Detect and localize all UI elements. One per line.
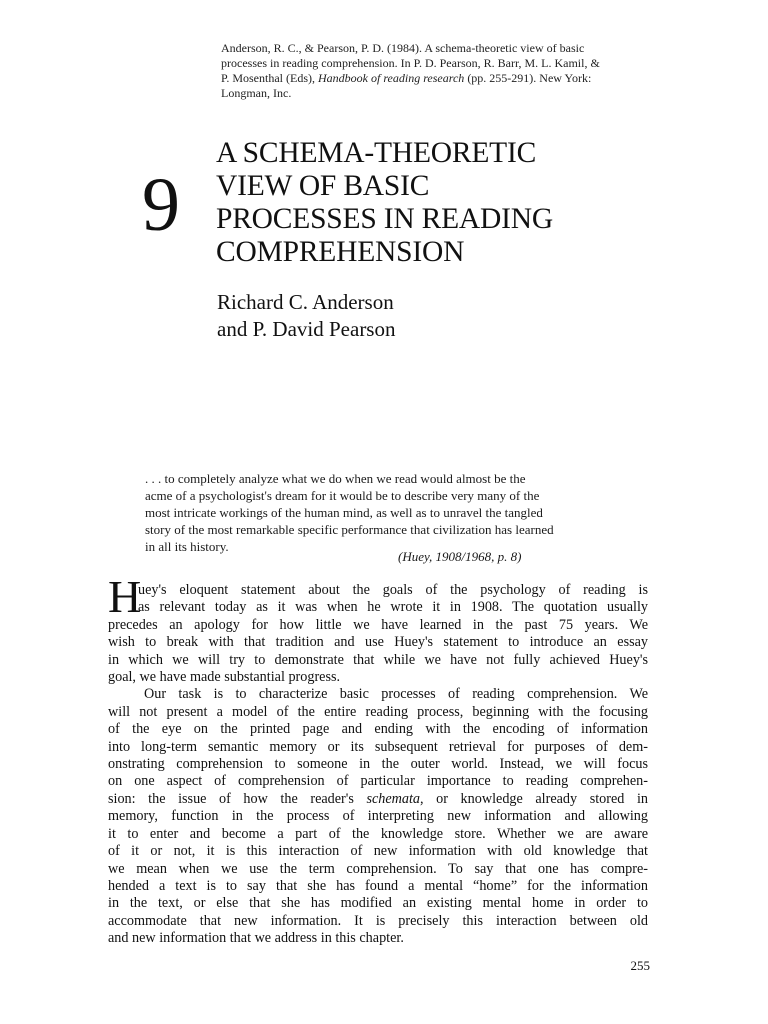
citation — [221, 41, 661, 101]
citation-line — [221, 71, 661, 86]
body-line: Our task is to characterize basic processes of reading comprehension. We — [144, 686, 648, 703]
body-line: precedes an apology for how little we have learned in the past 75 years. We — [108, 616, 648, 633]
body-line: will not present a model of the entire reading process, beginning with the focusing — [108, 703, 648, 720]
body-line: it to enter and become a part of the knowledge store. Whether we are aware — [108, 825, 648, 842]
chapter-title-line: VIEW OF BASIC — [216, 170, 430, 202]
page-number: 255 — [630, 958, 650, 973]
citation-pages: (pp. 255-291). New York: — [464, 71, 592, 85]
body-line: on one aspect of comprehension of particular importance to reading comprehen- — [108, 773, 648, 790]
citation-book-title: Handbook of reading research — [318, 71, 465, 85]
body-line: of it or not, it is this interaction of new information with old knowledge that — [108, 843, 648, 860]
author-line: Richard C. Anderson — [217, 290, 394, 314]
epigraph-quote — [145, 470, 645, 555]
body-line: uey's eloquent statement about the goals of the psychology of reading is — [138, 582, 648, 598]
body-line: memory, function in the process of interpreting new information and allowing — [108, 808, 648, 825]
chapter-title-line: COMPREHENSION — [216, 236, 465, 268]
epigraph-line: . . . to completely analyze what we do when we read would almost be the — [145, 471, 526, 486]
drop-cap: H — [108, 571, 142, 622]
epigraph-line: most intricate workings of the human mind, as well as to unravel the tangled — [145, 505, 543, 520]
epigraph-line: in all its history. — [145, 539, 229, 554]
body-line — [108, 791, 648, 808]
epigraph-source: (Huey, 1908/1968, p. 8) — [398, 549, 522, 564]
chapter-title — [216, 137, 656, 269]
body-line: in which we will try to demonstrate that while we have not fully achieved Huey's — [108, 651, 648, 668]
emphasized-term: schemata — [366, 790, 421, 807]
body-line: and new information that we address in this chapter. — [108, 930, 404, 947]
chapter-title-line: A SCHEMA-THEORETIC — [216, 137, 537, 169]
body-line: accommodate that new information. It is precisely this interaction between old — [108, 912, 648, 929]
chapter-authors — [217, 289, 395, 343]
chapter-title-line: PROCESSES IN READING — [216, 203, 553, 235]
body-text — [108, 582, 648, 948]
body-line: onstrating comprehension to someone in the outer world. Instead, we will focus — [108, 756, 648, 773]
citation-line: Anderson, R. C., & Pearson, P. D. (1984). A schema-theoretic view of basic — [221, 41, 585, 55]
citation-line: Longman, Inc. — [221, 86, 292, 100]
body-line: goal, we have made substantial progress. — [108, 669, 341, 686]
body-line: into long-term semantic memory or its subsequent retrieval for purposes of dem- — [108, 738, 648, 755]
body-line: in the text, or else that she has modified an existing mental home in order to — [108, 895, 648, 912]
body-text-fragment: , or knowledge already stored in — [420, 790, 648, 807]
body-line: wish to break with that tradition and use Huey's statement to introduce an essay — [108, 634, 648, 651]
author-line: and P. David Pearson — [217, 317, 396, 341]
epigraph-line: story of the most remarkable specific performance that civilization has learned — [145, 522, 554, 537]
body-line: as relevant today as it was when he wrote it in 1908. The quotation usually — [138, 599, 648, 616]
citation-line: processes in reading comprehension. In P. D. Pearson, R. Barr, M. L. Kamil, & — [221, 56, 600, 70]
epigraph-line: acme of a psychologist's dream for it would be to describe very many of the — [145, 488, 540, 503]
citation-editors: P. Mosenthal (Eds), — [221, 71, 318, 85]
chapter-number: 9 — [142, 163, 180, 247]
body-line: we mean when we use the term comprehension. To say that one has compre- — [108, 860, 648, 877]
body-text-fragment: sion: the issue of how the reader's — [108, 790, 367, 807]
body-line: hended a text is to say that she has found a mental “home” for the information — [108, 877, 648, 894]
body-line: of the eye on the printed page and ending with the encoding of information — [108, 721, 648, 738]
